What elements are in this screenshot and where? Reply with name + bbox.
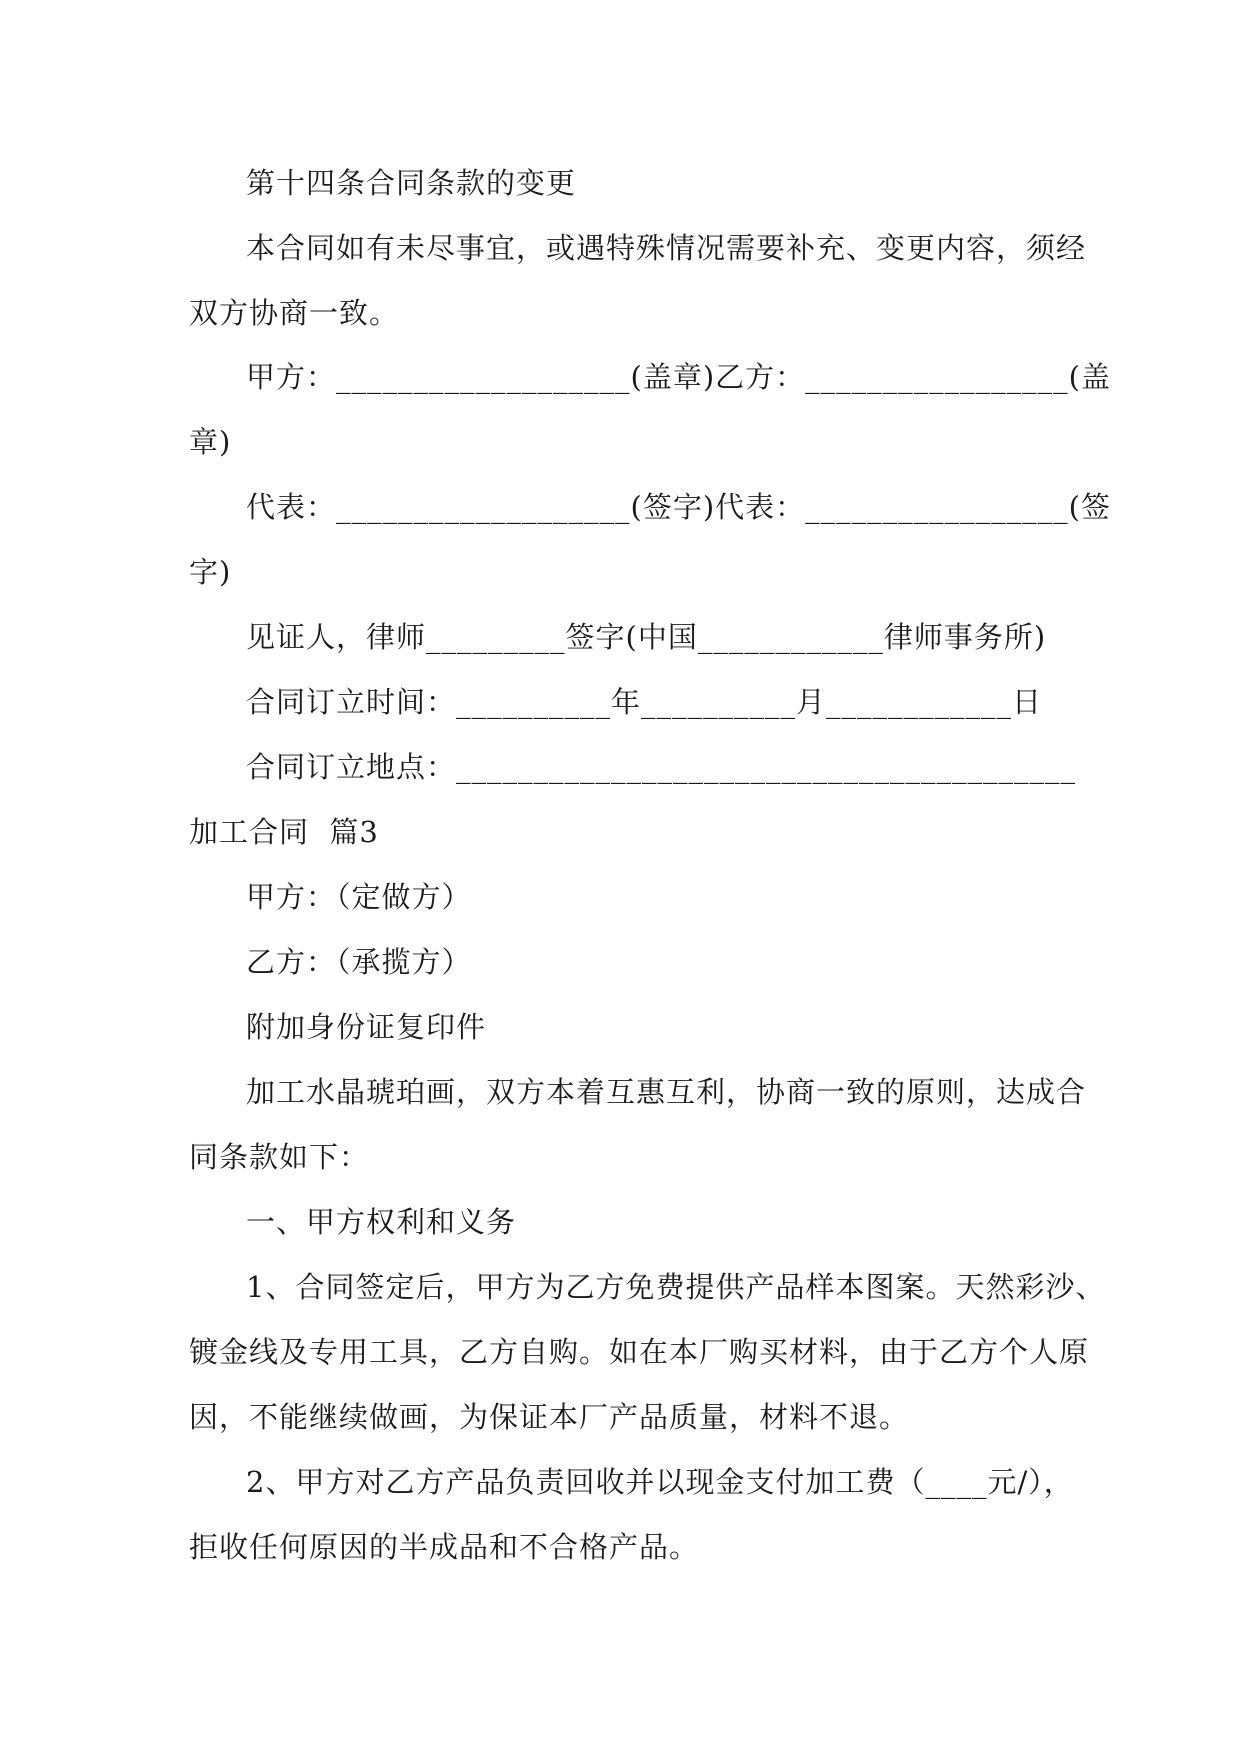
paragraph-line: 镀金线及专用工具，乙方自购。如在本厂购买材料，由于乙方个人原	[189, 1335, 1090, 1369]
article-14-heading: 第十四条合同条款的变更	[246, 166, 577, 200]
signing-place-line: 合同订立地点：________________________________________	[246, 750, 1077, 784]
signature-line-cont: 章)	[189, 425, 232, 459]
attachment-note: 附加身份证复印件	[246, 1010, 487, 1044]
representative-line-cont: 字)	[189, 555, 232, 589]
signature-line-party-a-b: 甲方：___________________(盖章)乙方：_________________(盖	[246, 360, 1111, 394]
paragraph-line: 加工水晶琥珀画，双方本着互惠互利，协商一致的原则，达成合	[246, 1075, 1087, 1109]
paragraph-line: 本合同如有未尽事宜，或遇特殊情况需要补充、变更内容，须经	[246, 231, 1087, 265]
party-a-line: 甲方：（定做方）	[246, 880, 472, 914]
signing-date-line: 合同订立时间：__________年__________月____________日	[246, 685, 1043, 719]
paragraph-line: 同条款如下：	[189, 1140, 370, 1174]
witness-line: 见证人，律师_________签字(中国____________律师事务所)	[246, 620, 1047, 654]
paragraph-line: 1、合同签定后，甲方为乙方免费提供产品样本图案。天然彩沙、	[246, 1270, 1106, 1304]
paragraph-line: 双方协商一致。	[189, 296, 400, 330]
section-title: 加工合同 篇3	[189, 815, 379, 849]
paragraph-line: 2、甲方对乙方产品负责回收并以现金支付加工费（____元/），	[246, 1465, 1074, 1499]
representative-line: 代表：___________________(签字)代表：_________________(签	[246, 490, 1111, 524]
clause-heading: 一、甲方权利和义务	[246, 1205, 517, 1239]
party-b-line: 乙方：（承揽方）	[246, 945, 472, 979]
paragraph-line: 拒收任何原因的半成品和不合格产品。	[189, 1530, 700, 1564]
paragraph-line: 因，不能继续做画，为保证本厂产品质量，材料不退。	[189, 1400, 910, 1434]
